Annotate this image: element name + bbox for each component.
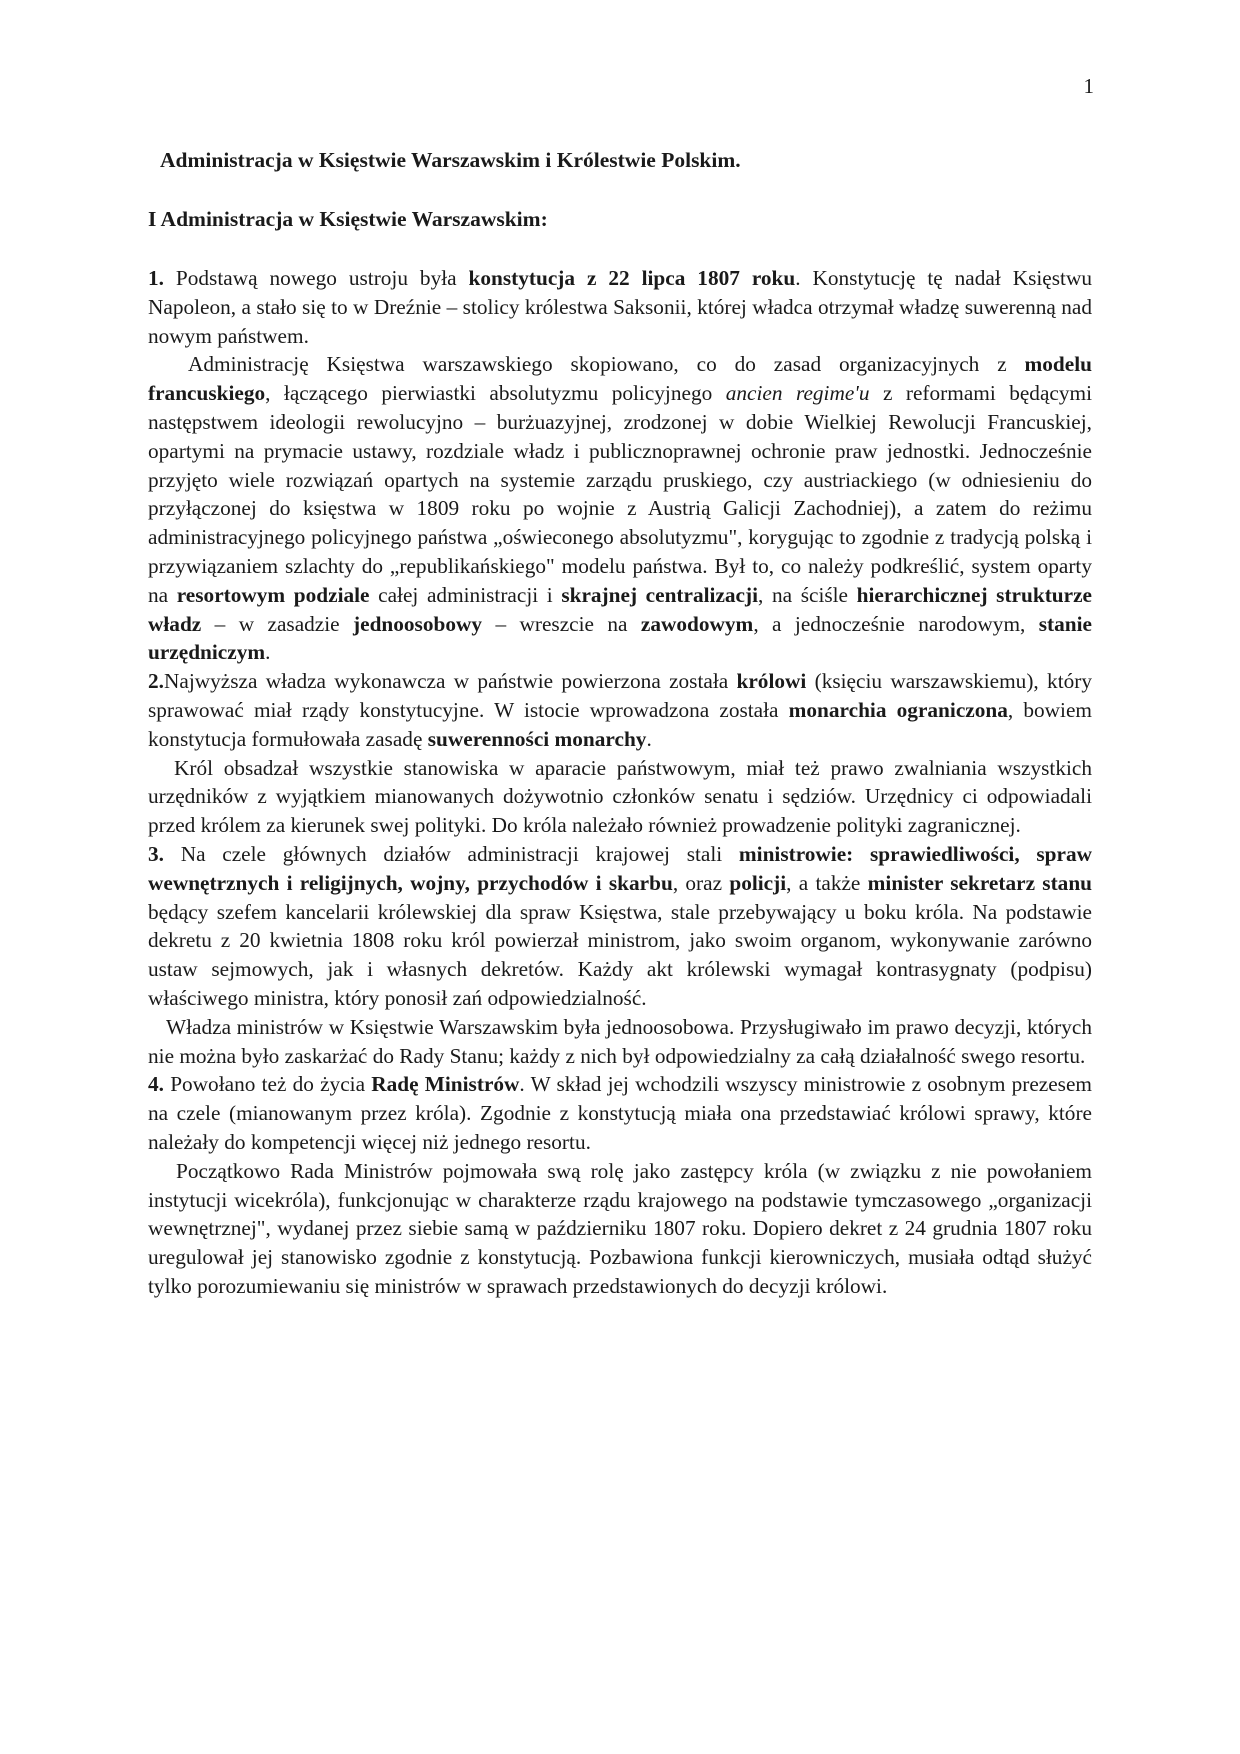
- bold-term: resortowym podziale: [176, 582, 370, 607]
- text: Powołano też do życia: [163, 1072, 372, 1097]
- paragraph-8: [148, 1157, 1092, 1301]
- bold-term: monarchia ograniczona: [788, 697, 1008, 722]
- bold-term: policji: [729, 870, 787, 895]
- text: Na czele głównych działów administracji krajowej stali: [163, 841, 739, 866]
- section-heading: I Administracja w Księstwie Warszawskim:: [148, 207, 548, 231]
- bold-term: hierarchicznej strukturze władz: [148, 582, 1092, 636]
- text: Najwyższa władza wykonawcza w państwie powierzona została: [163, 669, 737, 694]
- paragraph-5: [148, 840, 1092, 1013]
- text: Początkowo Rada Ministrów pojmowała swą rolę jako zastępcy króla (w związku z nie powołaniem instytucji wicekróla), funkcjonując w charakterze rządu krajowego na podstawie tymczasowego „organizacji wewnętrznej", wydanej przez siebie samą w październiku 1807 roku. Dopiero dekret z 24 grudnia 1807 roku uregulował jej stanowisko zgodnie z konstytucją. Pozbawiona funkcji kierowniczych, musiała odtąd służyć tylko porozumiewaniu się ministrów w sprawach przedstawionych do decyzji królowi.: [148, 1158, 1092, 1298]
- text: .: [265, 640, 271, 665]
- bold-term: stanie urzędniczym: [148, 611, 1092, 665]
- bold-term: konstytucja z 22 lipca 1807 roku: [468, 266, 796, 290]
- text: – w zasadzie: [201, 611, 354, 636]
- text: .: [646, 726, 652, 751]
- document-title: Administracja w Księstwie Warszawskim i Królestwie Polskim.: [160, 148, 741, 172]
- text: . Konstytucję tę nadał Księstwu Napoleon, a stało się to w Dreźnie – stolicy królestwa Saksonii, której władca otrzymał władzę suwerenną nad nowym państwem.: [148, 266, 1092, 348]
- paragraph-1: [148, 264, 1092, 350]
- text: z reformami będącymi następstwem ideologii rewolucyjno – burżuazyjnej, zrodzonej w dobie Wielkiej Rewolucji Francuskiej, opartymi na prymacie ustawy, rozdziale władz i publicznoprawnej ochronie praw jednostki. Jednocześnie przyjęto wiele rozwiązań opartych na systemie zarządu pruskiego, czy austriackiego (w odniesieniu do przyłączonej do księstwa w 1809 roku po wojnie z Austrią Galicji Zachodniej), a zatem do reżimu administracyjnego policyjnego państwa „oświeconego absolutyzmu", korygując to zgodnie z tradycją polską i przywiązaniem szlachty do „republikańskiego" modelu państwa. Był to, co należy podkreślić, system oparty na: [148, 381, 1092, 607]
- text: , łączącego pierwiastki absolutyzmu policyjnego: [265, 381, 726, 406]
- text: . W skład jej wchodzili wszyscy ministrowie z osobnym prezesem na czele (mianowanym przez króla). Zgodnie z konstytucją miała ona przedstawiać królowi sprawy, które należały do kompetencji więcej niż jednego resortu.: [148, 1072, 1092, 1154]
- text: , oraz: [672, 870, 730, 895]
- point-number: 1.: [148, 266, 164, 290]
- text: – wreszcie na: [482, 611, 641, 636]
- text: Administrację Księstwa warszawskiego skopiowano, co do zasad organizacyjnych z: [188, 352, 1025, 377]
- point-number: 3.: [148, 841, 164, 866]
- text: , bowiem konstytucja formułowała zasadę: [148, 697, 1092, 751]
- paragraph-4: [148, 754, 1092, 840]
- document-body: [148, 264, 1092, 1301]
- text: Władza ministrów w Księstwie Warszawskim była jednoosobowa. Przysługiwało im prawo decyzji, których nie można było zaskarżać do Rady Stanu; każdy z nich był odpowiedzialny za całą działalność swego resortu.: [148, 1014, 1092, 1068]
- italic-term: ancien regime'u: [725, 381, 870, 406]
- text: , na ściśle: [758, 582, 857, 607]
- text: , a jednocześnie narodowym,: [753, 611, 1039, 636]
- text: Król obsadzał wszystkie stanowiska w aparacie państwowym, miał też prawo zwalniania wszystkich urzędników z wyjątkiem mianowanych dożywotnio członków senatu i sędziów. Urzędnicy ci odpowiadali przed królem za kierunek swej polityki. Do króla należało również prowadzenie polityki zagranicznej.: [148, 755, 1092, 838]
- bold-term: suwerenności monarchy: [427, 726, 647, 751]
- paragraph-2: [148, 350, 1092, 667]
- point-number: 2.: [148, 669, 164, 694]
- bold-term: minister sekretarz stanu: [867, 870, 1093, 895]
- bold-term: jednoosobowy: [353, 611, 483, 636]
- paragraph-3: [148, 667, 1092, 753]
- bold-term: ministrowie: sprawiedliwości, spraw wewnętrznych i religijnych, wojny, przychodów i skarbu: [148, 841, 1092, 895]
- paragraph-7: [148, 1070, 1092, 1156]
- text: będący szefem kancelarii królewskiej dla spraw Księstwa, stale przebywający u boku króla. Na podstawie dekretu z 20 kwietnia 1808 roku król powierzał ministrom, jako swoim organom, wykonywanie zarówno ustaw sejmowych, jak i własnych dekretów. Każdy akt królewski wymagał kontrasygnaty (podpisu) właściwego ministra, który ponosił zań odpowiedzialność.: [148, 899, 1092, 1010]
- text: (księciu warszawskiemu), który sprawować miał rządy konstytucyjne. W istocie wprowadzona została: [148, 669, 1092, 722]
- page-number: 1: [1083, 74, 1094, 98]
- bold-term: zawodowym: [640, 611, 754, 636]
- bold-term: Radę Ministrów: [371, 1072, 520, 1097]
- text: Podstawą nowego ustroju była: [163, 266, 469, 290]
- text: całej administracji i: [369, 582, 562, 607]
- text: , a także: [786, 870, 868, 895]
- bold-term: skrajnej centralizacji: [561, 582, 759, 607]
- bold-term: modelu francuskiego: [148, 352, 1092, 406]
- bold-term: królowi: [736, 669, 807, 694]
- point-number: 4.: [148, 1072, 164, 1097]
- paragraph-6: [148, 1013, 1092, 1071]
